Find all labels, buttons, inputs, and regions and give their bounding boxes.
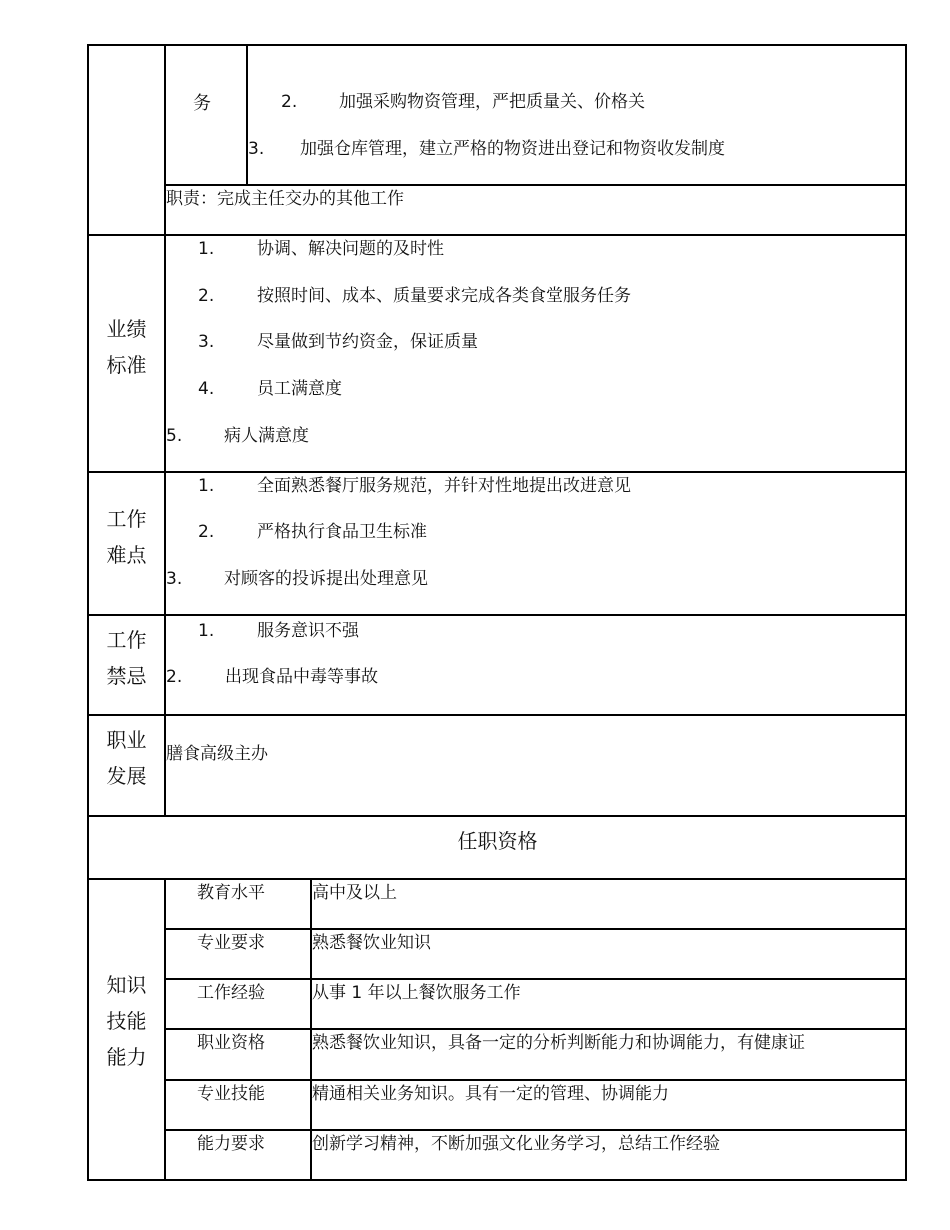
item-text: 严格执行食品卫生标准 (257, 522, 427, 542)
list-item (281, 92, 645, 112)
career-label (88, 722, 165, 794)
item-number: 3. (248, 139, 265, 159)
item-text: 加强采购物资管理，严把质量关、价格关 (339, 92, 645, 112)
item-number: 3. (166, 569, 183, 589)
label-line: 职业 (106, 728, 147, 752)
other-duty-text: 职责：完成主任交办的其他工作 (166, 189, 404, 209)
item-text: 按照时间、成本、质量要求完成各类食堂服务任务 (257, 286, 631, 306)
label-line: 难点 (106, 543, 147, 567)
item-text: 对顾客的投诉提出处理意见 (224, 569, 428, 589)
label-line: 标准 (106, 353, 147, 377)
difficulties-label (88, 501, 165, 573)
grid-line (88, 1179, 907, 1181)
item-number: 2. (166, 667, 183, 687)
qualification-key: 专业技能 (197, 1084, 265, 1104)
label-line: 工作 (106, 507, 147, 531)
career-text: 膳食高级主办 (166, 744, 268, 764)
item-number: 1. (198, 239, 215, 259)
item-number: 2. (198, 286, 215, 306)
grid-line (88, 44, 907, 46)
label-line: 知识 (106, 973, 147, 997)
grid-line (246, 44, 248, 185)
item-number: 2. (281, 92, 298, 112)
list-item (198, 332, 478, 352)
qualification-value: 高中及以上 (312, 883, 397, 903)
item-text: 服务意识不强 (257, 621, 359, 641)
label-line: 业绩 (106, 317, 147, 341)
qualification-key: 教育水平 (197, 883, 265, 903)
item-number: 5. (166, 426, 183, 446)
qualification-value: 从事 1 年以上餐饮服务工作 (312, 983, 521, 1003)
qualification-heading: 任职资格 (457, 829, 538, 853)
grid-line (165, 1129, 907, 1131)
item-number: 3. (198, 332, 215, 352)
qualification-key: 工作经验 (197, 983, 265, 1003)
item-number: 1. (198, 476, 215, 496)
item-text: 出现食品中毒等事故 (225, 667, 378, 687)
qualification-value: 熟悉餐饮业知识 (312, 933, 431, 953)
item-number: 1. (198, 621, 215, 641)
qualification-key: 专业要求 (197, 933, 265, 953)
grid-line (88, 815, 907, 817)
item-text: 加强仓库管理，建立严格的物资进出登记和物资收发制度 (300, 139, 725, 159)
list-item (248, 139, 725, 159)
qualification-value: 创新学习精神，不断加强文化业务学习，总结工作经验 (312, 1134, 720, 1154)
label-line: 工作 (106, 628, 147, 652)
grid-line (88, 614, 907, 616)
list-item (198, 476, 631, 496)
list-item (198, 522, 427, 542)
grid-line (165, 1028, 907, 1030)
grid-line (165, 978, 907, 980)
label-line: 能力 (106, 1045, 147, 1069)
item-number: 4. (198, 379, 215, 399)
grid-line (88, 471, 907, 473)
grid-line (165, 184, 907, 186)
grid-line (88, 714, 907, 716)
grid-line (88, 878, 907, 880)
list-item (166, 426, 309, 446)
list-item (198, 286, 631, 306)
taboos-label (88, 622, 165, 694)
item-text: 员工满意度 (257, 379, 342, 399)
list-item (198, 239, 444, 259)
label-line: 禁忌 (106, 664, 147, 688)
item-text: 病人满意度 (224, 426, 309, 446)
qualification-value: 熟悉餐饮业知识，具备一定的分析判断能力和协调能力，有健康证 (312, 1033, 805, 1053)
list-item (166, 569, 428, 589)
grid-line (88, 234, 907, 236)
qualification-key: 能力要求 (197, 1134, 265, 1154)
duties-label: 务 (193, 93, 211, 114)
item-text: 全面熟悉餐厅服务规范，并针对性地提出改进意见 (257, 476, 631, 496)
qualification-value: 精通相关业务知识。具有一定的管理、协调能力 (312, 1084, 669, 1104)
list-item (198, 621, 359, 641)
item-text: 协调、解决问题的及时性 (257, 239, 444, 259)
list-item (198, 379, 342, 399)
grid-line (165, 928, 907, 930)
qualification-label (88, 967, 165, 1075)
list-item (166, 667, 378, 687)
grid-line (905, 44, 907, 1181)
label-line: 发展 (106, 764, 147, 788)
grid-line (165, 1079, 907, 1081)
qualification-key: 职业资格 (197, 1033, 265, 1053)
item-text: 尽量做到节约资金，保证质量 (257, 332, 478, 352)
label-line: 技能 (106, 1009, 147, 1033)
item-number: 2. (198, 522, 215, 542)
performance-label (88, 311, 165, 383)
